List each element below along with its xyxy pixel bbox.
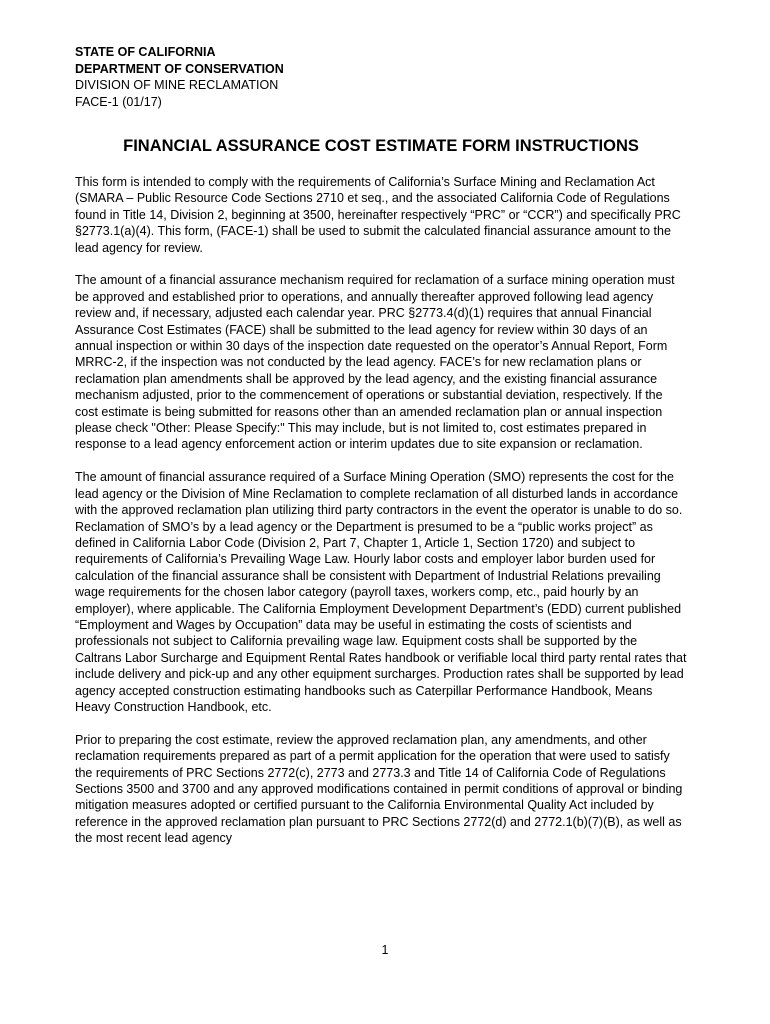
document-title: FINANCIAL ASSURANCE COST ESTIMATE FORM INSTRUCTIONS [123, 137, 639, 155]
header-form-id: FACE-1 (01/17) [75, 94, 162, 109]
paragraph-prior: Prior to preparing the cost estimate, review the approved reclamation plan, any amendments, and other reclamation requirements prepared as part of a permit application for the operation that were used to satisfy the requirements of PRC Sections 2772(c), 2773 and 2773.3 and Title 14 of California Code of Regulations Sections 3500 and 3700 and any approved modifications contained in permit conditions of approval or binding mitigation measures adopted or certified pursuant to the California Environmental Quality Act included by reference in the approved reclamation plan pursuant to PRC Sections 2772(d) and 2772.1(b)(7)(B), as well as the most recent lead agency [75, 732, 683, 846]
header-state: STATE OF CALIFORNIA [75, 45, 216, 59]
header-department: DEPARTMENT OF CONSERVATION [75, 61, 284, 76]
paragraph-smo: The amount of financial assurance required of a Surface Mining Operation (SMO) represents the cost for the lead agency or the Division of Mine Reclamation to complete reclamation of all disturbed lands in accordance with the approved reclamation plan utilizing third party contractors in the event the operator is unable to do so. Reclamation of SMO’s by a lead agency or the Department is presumed to be a “public works project” as defined in California Labor Code (Division 2, Part 7, Chapter 1, Article 1, Section 1720) and subject to requirements of California’s Prevailing Wage Law. Hourly labor costs and employer labor burden used for calculation of the financial assurance shall be consistent with Department of Industrial Relations prevailing wage requirements for the chosen labor category (payroll taxes, workers comp, etc., paid hourly by an employer), where applicable. The California Employment Development Department’s (EDD) current published “Employment and Wages by Occupation” data may be useful in estimating the costs of scientists and professionals not subject to California prevailing wage law. Equipment costs shall be supported by the Caltrans Labor Surcharge and Equipment Rental Rates handbook or verifiable local third party rental rates that include delivery and pick-up and any other equipment surcharges. Production rates shall be supported by lead agency accepted construction estimating handbooks such as Caterpillar Performance Handbook, Means Heavy Construction Handbook, etc. [75, 470, 687, 714]
paragraph-mechanism: The amount of a financial assurance mechanism required for reclamation of a surface mining operation must be approved and established prior to operations, and annually thereafter approved following lead agency review and, if necessary, adjusted each calendar year. PRC §2773.4(d)(1) requires that annual Financial Assurance Cost Estimates (FACE) shall be submitted to the lead agency for review within 30 days of an annual inspection or within 30 days of the inspection date requested on the operator’s Annual Report, Form MRRC-2, if the inspection was not conducted by the lead agency. FACE’s for new reclamation plans or reclamation plan amendments shall be approved by the lead agency, and the existing financial assurance mechanism adjusted, prior to the commencement of operations or substantial deviation, respectively. If the cost estimate is being submitted for reasons other than an amended reclamation plan or annual inspection please check "Other: Please Specify:" This may include, but is not limited to, cost estimates prepared in response to a lead agency enforcement action or interim updates due to site expansion or reclamation. [75, 273, 675, 452]
page-number: 1 [381, 943, 389, 957]
paragraph-intro: This form is intended to comply with the requirements of California’s Surface Mining and Reclamation Act (SMARA – Public Resource Code Sections 2710 et seq., and the associated California Code of Regulations found in Title 14, Division 2, beginning at 3500, hereinafter respectively “PRC” or “CCR”) and specifically PRC §2773.1(a)(4). This form, (FACE-1) shall be used to submit the calculated financial assurance amount to the lead agency for review. [75, 175, 681, 255]
header-division: DIVISION OF MINE RECLAMATION [75, 78, 279, 92]
document-page [75, 44, 687, 863]
